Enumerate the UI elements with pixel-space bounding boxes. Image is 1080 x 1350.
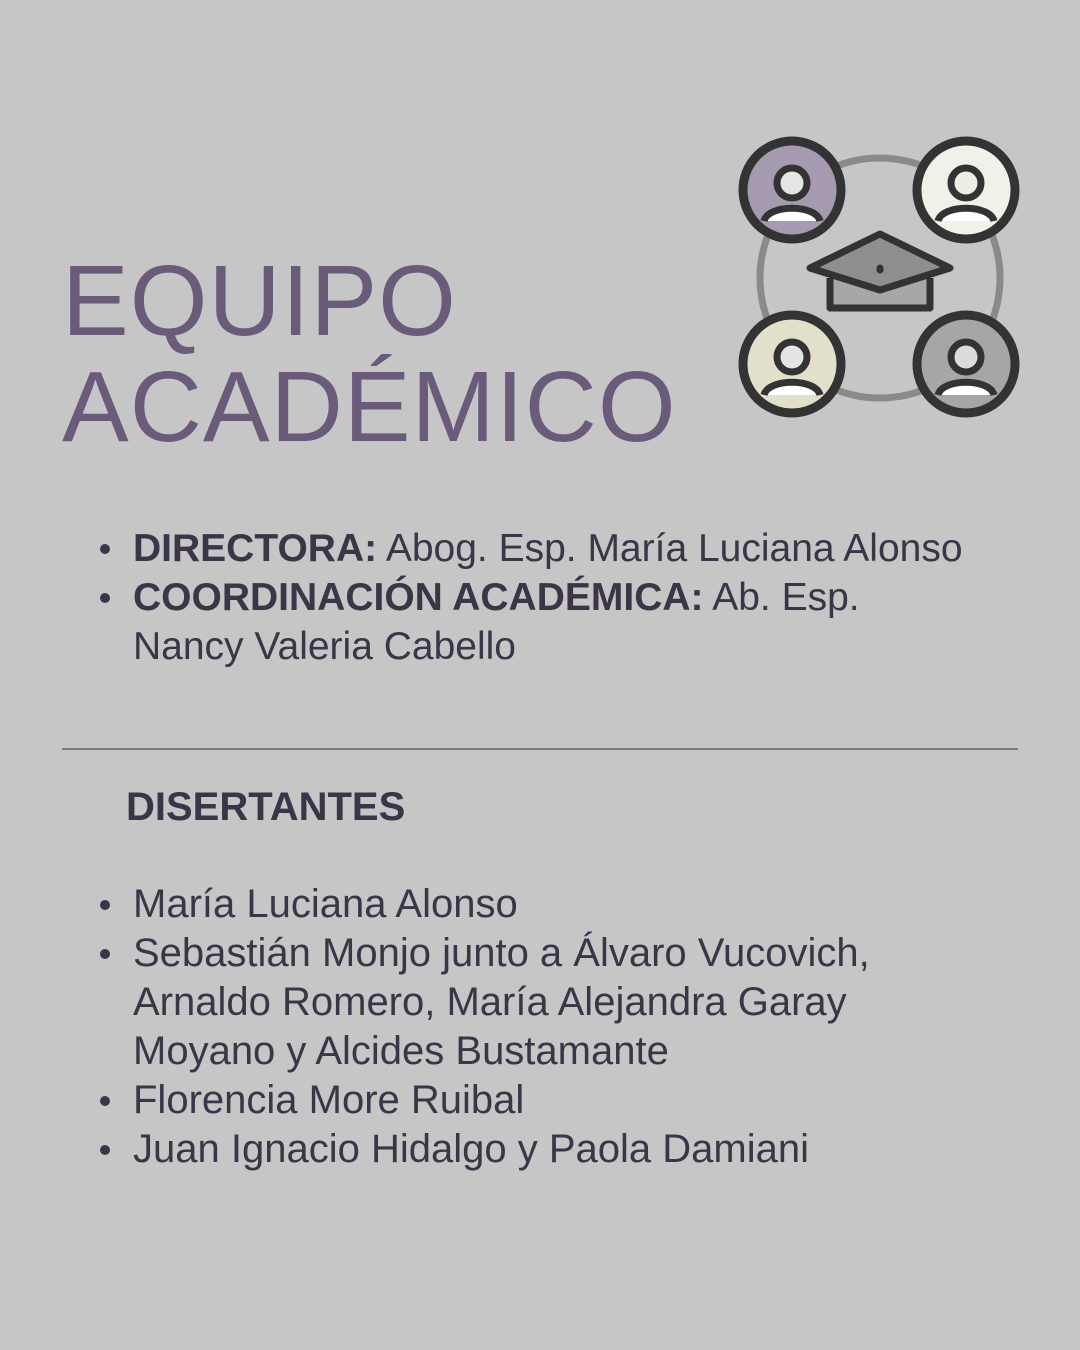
graduation-cap-icon: [810, 234, 950, 308]
roles-list: [100, 524, 980, 671]
academic-team-icon: [730, 130, 1030, 430]
person-bottom-right-icon: [917, 315, 1015, 413]
section-divider: [62, 748, 1018, 750]
role-value: Abog. Esp. María Luciana Alonso: [385, 527, 963, 570]
speaker-item: Sebastián Monjo junto a Álvaro Vucovich, Arnaldo Romero, María Alejandra Garay Moyano y Alcides Bustamante: [100, 929, 980, 1076]
speakers-list: [100, 880, 980, 1174]
role-academic-coordination: [100, 573, 980, 671]
role-value: Ab. Esp. Nancy Valeria Cabello: [133, 576, 860, 668]
title-line-1: EQUIPO: [62, 245, 457, 357]
role-label: DIRECTORA:: [133, 527, 378, 570]
speakers-heading: DISERTANTES: [126, 785, 406, 829]
title-line-2: ACADÉMICO: [62, 351, 677, 463]
role-label: COORDINACIÓN ACADÉMICA:: [133, 576, 704, 619]
person-bottom-left-icon: [743, 315, 841, 413]
speaker-item: María Luciana Alonso: [100, 880, 980, 929]
page-title: [62, 245, 677, 463]
role-director: [100, 524, 980, 573]
speaker-item: Juan Ignacio Hidalgo y Paola Damiani: [100, 1125, 980, 1174]
person-top-right-icon: [917, 141, 1015, 239]
person-top-left-icon: [743, 141, 841, 239]
speaker-item: Florencia More Ruibal: [100, 1076, 980, 1125]
